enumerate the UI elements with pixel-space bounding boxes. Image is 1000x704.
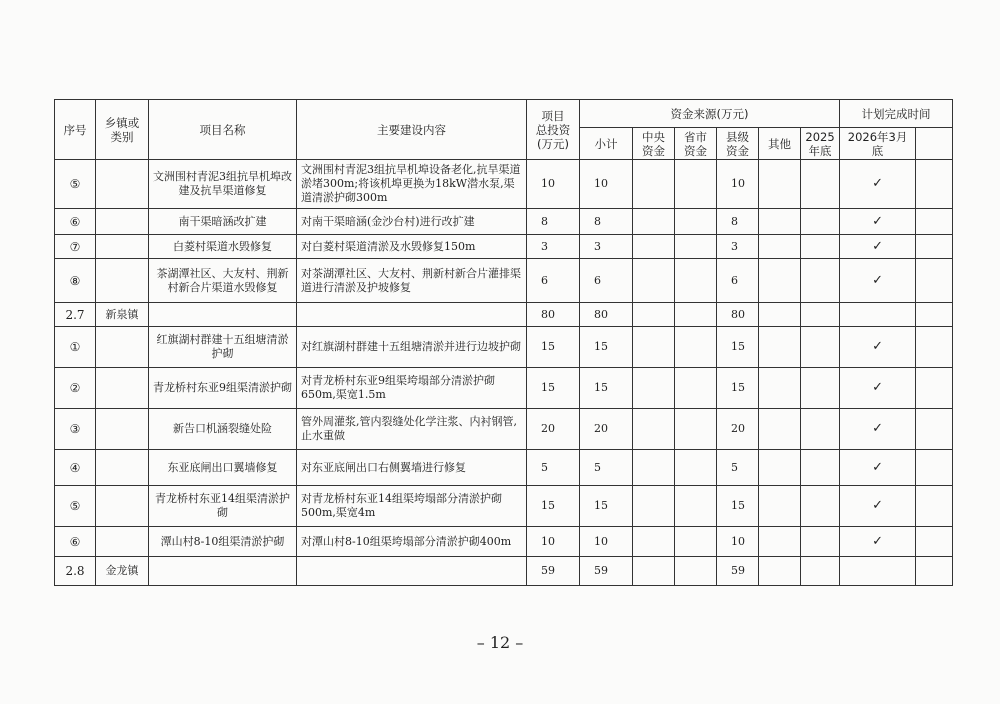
cell-other <box>759 527 801 557</box>
cell-other <box>759 368 801 409</box>
cell-other <box>759 327 801 368</box>
cell-y2026: ✓ <box>840 235 916 259</box>
cell-county: 10 <box>717 527 759 557</box>
cell-remark <box>916 235 953 259</box>
header-town: 乡镇或 类别 <box>96 100 149 160</box>
cell-seq: ④ <box>55 450 96 486</box>
cell-subtotal: 10 <box>580 527 633 557</box>
header-funding: 资金来源(万元) <box>580 100 840 128</box>
table-row <box>55 557 953 586</box>
page-number: – 12 – <box>476 633 524 652</box>
cell-central <box>633 235 675 259</box>
cell-content <box>297 303 527 327</box>
cell-town <box>96 368 149 409</box>
cell-central <box>633 259 675 303</box>
header-subtotal: 小计 <box>580 128 633 160</box>
cell-total: 8 <box>527 209 580 235</box>
cell-y2026: ✓ <box>840 450 916 486</box>
cell-town <box>96 327 149 368</box>
cell-town <box>96 450 149 486</box>
cell-y2026: ✓ <box>840 160 916 209</box>
cell-county: 20 <box>717 409 759 450</box>
cell-central <box>633 486 675 527</box>
cell-y2025 <box>801 486 840 527</box>
cell-other <box>759 486 801 527</box>
cell-town <box>96 259 149 303</box>
cell-total: 10 <box>527 527 580 557</box>
cell-town <box>96 486 149 527</box>
cell-provincial <box>675 450 717 486</box>
table-row <box>55 450 953 486</box>
cell-provincial <box>675 486 717 527</box>
cell-provincial <box>675 235 717 259</box>
cell-central <box>633 368 675 409</box>
cell-name: 白菱村渠道水毁修复 <box>149 235 297 259</box>
cell-remark <box>916 486 953 527</box>
table-row <box>55 160 953 209</box>
cell-total: 80 <box>527 303 580 327</box>
cell-content: 管外周灌浆,管内裂缝处化学注浆、内衬钢管,止水重做 <box>297 409 527 450</box>
cell-subtotal: 20 <box>580 409 633 450</box>
cell-content: 对潭山村8-10组渠垮塌部分清淤护砌400m <box>297 527 527 557</box>
header-provincial: 省市 资金 <box>675 128 717 160</box>
cell-content: 对青龙桥村东亚9组渠垮塌部分清淤护砌650m,渠宽1.5m <box>297 368 527 409</box>
table-row <box>55 303 953 327</box>
cell-y2026: ✓ <box>840 209 916 235</box>
cell-subtotal: 6 <box>580 259 633 303</box>
cell-total: 59 <box>527 557 580 586</box>
cell-county: 15 <box>717 368 759 409</box>
cell-county: 59 <box>717 557 759 586</box>
cell-total: 15 <box>527 486 580 527</box>
cell-central <box>633 327 675 368</box>
cell-y2025 <box>801 259 840 303</box>
cell-seq: ⑤ <box>55 486 96 527</box>
header-schedule: 计划完成时间 <box>840 100 953 128</box>
cell-name: 文洲围村青泥3组抗旱机埠改建及抗旱渠道修复 <box>149 160 297 209</box>
cell-remark <box>916 327 953 368</box>
cell-remark <box>916 303 953 327</box>
table-row <box>55 486 953 527</box>
cell-central <box>633 527 675 557</box>
cell-total: 6 <box>527 259 580 303</box>
cell-other <box>759 259 801 303</box>
table-row <box>55 327 953 368</box>
cell-provincial <box>675 327 717 368</box>
cell-content <box>297 557 527 586</box>
cell-y2026: ✓ <box>840 409 916 450</box>
cell-y2025 <box>801 409 840 450</box>
cell-subtotal: 80 <box>580 303 633 327</box>
cell-subtotal: 5 <box>580 450 633 486</box>
cell-y2026: ✓ <box>840 327 916 368</box>
cell-name: 新告口机涵裂缝处险 <box>149 409 297 450</box>
cell-subtotal: 8 <box>580 209 633 235</box>
cell-seq: ⑤ <box>55 160 96 209</box>
cell-remark <box>916 527 953 557</box>
table-row <box>55 409 953 450</box>
cell-provincial <box>675 303 717 327</box>
cell-county: 10 <box>717 160 759 209</box>
cell-remark <box>916 409 953 450</box>
cell-content: 对东亚底闸出口右侧翼墙进行修复 <box>297 450 527 486</box>
cell-y2025 <box>801 527 840 557</box>
header-2025: 2025 年底 <box>801 128 840 160</box>
cell-remark <box>916 160 953 209</box>
cell-y2026: ✓ <box>840 527 916 557</box>
cell-subtotal: 59 <box>580 557 633 586</box>
cell-seq: ② <box>55 368 96 409</box>
cell-y2025 <box>801 209 840 235</box>
cell-y2026: ✓ <box>840 486 916 527</box>
cell-county: 80 <box>717 303 759 327</box>
cell-total: 20 <box>527 409 580 450</box>
cell-central <box>633 160 675 209</box>
cell-provincial <box>675 209 717 235</box>
cell-seq: 2.8 <box>55 557 96 586</box>
cell-provincial <box>675 259 717 303</box>
header-central: 中央 资金 <box>633 128 675 160</box>
table-body <box>55 160 953 586</box>
cell-y2025 <box>801 160 840 209</box>
cell-name: 青龙桥村东亚14组渠清淤护砌 <box>149 486 297 527</box>
cell-central <box>633 450 675 486</box>
cell-y2025 <box>801 450 840 486</box>
cell-remark <box>916 557 953 586</box>
cell-y2025 <box>801 327 840 368</box>
cell-town: 金龙镇 <box>96 557 149 586</box>
cell-total: 3 <box>527 235 580 259</box>
cell-county: 3 <box>717 235 759 259</box>
cell-town <box>96 235 149 259</box>
cell-content: 对南干渠暗涵(金沙台村)进行改扩建 <box>297 209 527 235</box>
cell-total: 15 <box>527 327 580 368</box>
cell-remark <box>916 368 953 409</box>
project-table <box>54 99 953 586</box>
cell-other <box>759 450 801 486</box>
table-header <box>55 100 953 160</box>
cell-y2026 <box>840 303 916 327</box>
cell-name: 潭山村8-10组渠清淤护砌 <box>149 527 297 557</box>
cell-name: 青龙桥村东亚9组渠清淤护砌 <box>149 368 297 409</box>
cell-subtotal: 15 <box>580 327 633 368</box>
cell-name: 南干渠暗涵改扩建 <box>149 209 297 235</box>
cell-provincial <box>675 368 717 409</box>
cell-total: 5 <box>527 450 580 486</box>
cell-provincial <box>675 527 717 557</box>
cell-central <box>633 409 675 450</box>
cell-y2026 <box>840 557 916 586</box>
cell-content: 对茶湖潭社区、大友村、荆新村新合片灌排渠道进行清淤及护坡修复 <box>297 259 527 303</box>
cell-county: 15 <box>717 486 759 527</box>
cell-remark <box>916 209 953 235</box>
cell-total: 10 <box>527 160 580 209</box>
cell-provincial <box>675 557 717 586</box>
cell-other <box>759 557 801 586</box>
cell-subtotal: 3 <box>580 235 633 259</box>
cell-county: 6 <box>717 259 759 303</box>
cell-name <box>149 557 297 586</box>
cell-y2026: ✓ <box>840 368 916 409</box>
cell-name <box>149 303 297 327</box>
cell-remark <box>916 259 953 303</box>
table-row <box>55 527 953 557</box>
cell-seq: ⑧ <box>55 259 96 303</box>
table-row <box>55 209 953 235</box>
cell-other <box>759 209 801 235</box>
cell-subtotal: 15 <box>580 486 633 527</box>
cell-seq: ⑥ <box>55 209 96 235</box>
cell-town <box>96 527 149 557</box>
cell-seq: ③ <box>55 409 96 450</box>
cell-content: 对青龙桥村东亚14组渠垮塌部分清淤护砌500m,渠宽4m <box>297 486 527 527</box>
cell-y2025 <box>801 368 840 409</box>
cell-central <box>633 209 675 235</box>
header-county: 县级 资金 <box>717 128 759 160</box>
table-row <box>55 259 953 303</box>
cell-y2026: ✓ <box>840 259 916 303</box>
table-row <box>55 368 953 409</box>
cell-town <box>96 209 149 235</box>
cell-county: 5 <box>717 450 759 486</box>
cell-subtotal: 10 <box>580 160 633 209</box>
cell-content: 文洲围村青泥3组抗旱机埠设备老化,抗旱渠道淤堵300m;将该机埠更换为18kW潜水泵,渠道清淤护砌300m <box>297 160 527 209</box>
cell-other <box>759 303 801 327</box>
cell-county: 15 <box>717 327 759 368</box>
header-2026: 2026年3月 底 <box>840 128 916 160</box>
cell-content: 对红旗湖村群建十五组塘清淤并进行边坡护砌 <box>297 327 527 368</box>
cell-name: 红旗湖村群建十五组塘清淤护砌 <box>149 327 297 368</box>
header-other: 其他 <box>759 128 801 160</box>
cell-central <box>633 303 675 327</box>
header-content: 主要建设内容 <box>297 100 527 160</box>
cell-other <box>759 235 801 259</box>
cell-town <box>96 409 149 450</box>
header-name: 项目名称 <box>149 100 297 160</box>
header-total: 项目 总投资 (万元) <box>527 100 580 160</box>
cell-other <box>759 409 801 450</box>
cell-name: 东亚底闸出口翼墙修复 <box>149 450 297 486</box>
table-row <box>55 235 953 259</box>
cell-town <box>96 160 149 209</box>
cell-remark <box>916 450 953 486</box>
cell-other <box>759 160 801 209</box>
cell-y2025 <box>801 557 840 586</box>
cell-seq: 2.7 <box>55 303 96 327</box>
cell-central <box>633 557 675 586</box>
cell-total: 15 <box>527 368 580 409</box>
cell-county: 8 <box>717 209 759 235</box>
cell-provincial <box>675 409 717 450</box>
cell-content: 对白菱村渠道清淤及水毁修复150m <box>297 235 527 259</box>
cell-seq: ⑥ <box>55 527 96 557</box>
cell-y2025 <box>801 235 840 259</box>
header-seq: 序号 <box>55 100 96 160</box>
cell-seq: ⑦ <box>55 235 96 259</box>
cell-provincial <box>675 160 717 209</box>
cell-town: 新泉镇 <box>96 303 149 327</box>
cell-y2025 <box>801 303 840 327</box>
cell-seq: ① <box>55 327 96 368</box>
cell-subtotal: 15 <box>580 368 633 409</box>
cell-name: 茶湖潭社区、大友村、荆新村新合片渠道水毁修复 <box>149 259 297 303</box>
